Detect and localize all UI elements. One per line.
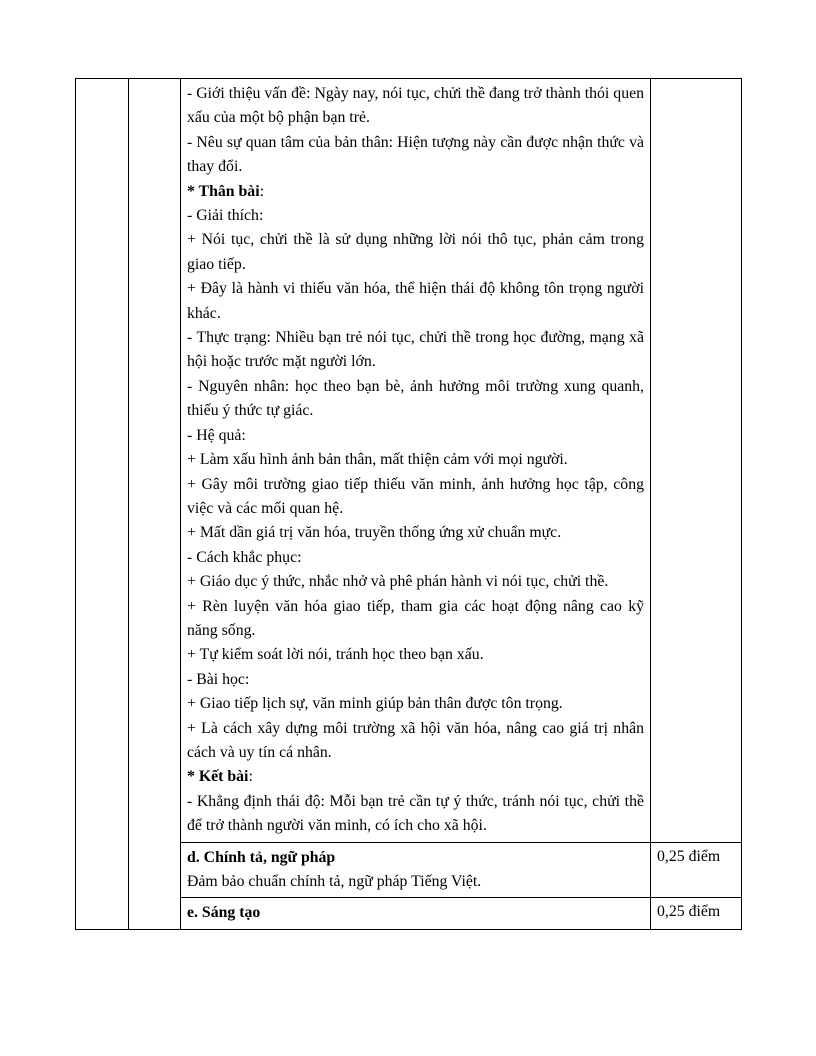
outline-line: - Nêu sự quan tâm của bản thân: Hiện tượng này cần được nhận thức và thay đổi. <box>187 133 644 176</box>
score-row-e-content-cell <box>181 898 651 929</box>
outline-row <box>76 79 742 843</box>
outline-line: - Thực trạng: Nhiều bạn trẻ nói tục, chửi thề trong học đường, mạng xã hội hoặc trước mặt người lớn. <box>187 329 644 371</box>
score-row-d-points: 0,25 điểm <box>651 842 742 898</box>
outline-line: + Là cách xây dựng môi trường xã hội văn hóa, nâng cao giá trị nhân cách và uy tín cá nhân. <box>187 719 644 761</box>
outline-paragraphs <box>187 82 644 839</box>
outline-line: - Giải thích: <box>187 207 264 225</box>
outline-line: - Khẳng định thái độ: Mỗi bạn trẻ cần tự ý thức, tránh nói tục, chửi thề để trở thành người văn minh, có ích cho xã hội. <box>187 792 644 835</box>
outline-line: + Mất dần giá trị văn hóa, truyền thống ứng xử chuẩn mực. <box>187 524 562 542</box>
score-row-d-desc: Đảm bảo chuẩn chính tả, ngữ pháp Tiếng Việt. <box>187 873 482 890</box>
outline-line: - Hệ quả: <box>187 426 246 444</box>
outline-line: * Thân bài: <box>187 182 264 200</box>
outline-line: + Làm xấu hình ảnh bản thân, mất thiện cảm với mọi người. <box>187 451 568 469</box>
outline-line: + Gây môi trường giao tiếp thiếu văn minh, ảnh hưởng học tập, công việc và các mối quan hệ. <box>187 475 644 517</box>
outline-line: + Giáo dục ý thức, nhắc nhở và phê phán hành vi nói tục, chửi thề. <box>187 573 609 591</box>
grading-rubric-table <box>75 78 742 930</box>
outline-line: - Cách khắc phục: <box>187 548 302 566</box>
outline-line: - Nguyên nhân: học theo bạn bè, ảnh hưởng môi trường xung quanh, thiếu ý thức tự giác. <box>187 377 644 420</box>
outline-line: * Kết bài: <box>187 768 253 786</box>
outline-points-cell <box>651 79 742 843</box>
outline-line: + Giao tiếp lịch sự, văn minh giúp bản thân được tôn trọng. <box>187 695 563 713</box>
score-row-d-title: d. Chính tả, ngữ pháp <box>187 848 336 866</box>
left-column-cell-2 <box>129 79 181 930</box>
left-column-cell-1 <box>76 79 129 930</box>
outline-line: - Giới thiệu vấn đề: Ngày nay, nói tục, chửi thề đang trở thành thói quen xấu của một bộ phận bạn trẻ. <box>187 85 644 127</box>
outline-line: + Rèn luyện văn hóa giao tiếp, tham gia các hoạt động nâng cao kỹ năng sống. <box>187 597 644 639</box>
outline-line: + Đây là hành vi thiếu văn hóa, thể hiện thái độ không tôn trọng người khác. <box>187 280 644 322</box>
score-row-e-points: 0,25 điểm <box>651 898 742 929</box>
score-row-d-content-cell <box>181 842 651 898</box>
outline-line: - Bài học: <box>187 670 250 688</box>
outline-content-cell <box>181 79 651 843</box>
score-row-e-title: e. Sáng tạo <box>187 904 261 922</box>
outline-line: + Tự kiểm soát lời nói, tránh học theo bạn xấu. <box>187 646 484 664</box>
outline-line: + Nói tục, chửi thề là sử dụng những lời nói thô tục, phản cảm trong giao tiếp. <box>187 231 644 273</box>
